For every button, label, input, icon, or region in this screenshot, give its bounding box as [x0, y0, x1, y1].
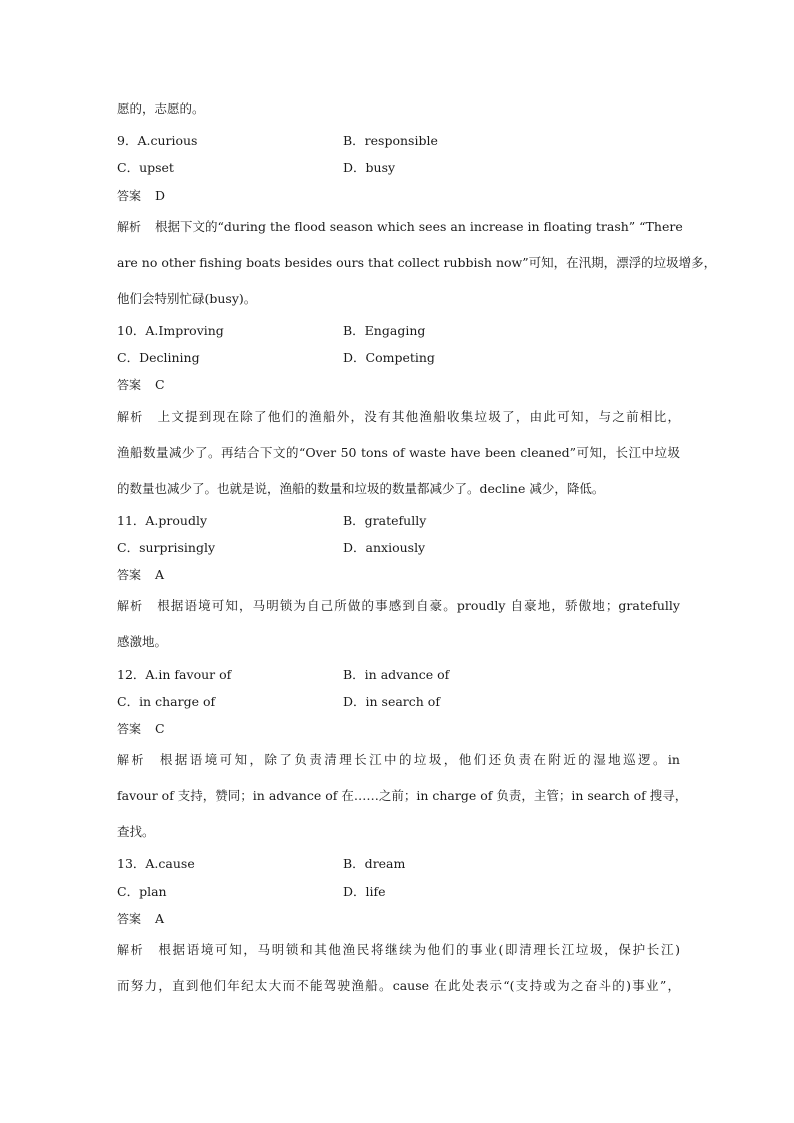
analysis-line	[117, 752, 680, 768]
option-c: C．Declining	[117, 350, 200, 365]
analysis-label: 解析	[117, 599, 144, 613]
option-d: D．anxiously	[343, 540, 426, 555]
analysis-text: 根据语境可知，马明锁和其他渔民将继续为他们的事业(即清理长江垃圾，保护长江)	[158, 942, 680, 957]
option-b: B．in advance of	[343, 667, 450, 682]
option-c: C．plan	[117, 884, 167, 899]
analysis-line	[117, 219, 683, 235]
option-c: C．surprisingly	[117, 540, 216, 555]
analysis-line	[117, 942, 680, 958]
analysis-line: 感激地。	[117, 634, 168, 649]
answer-label: 答案	[117, 722, 142, 736]
option-d: D．life	[343, 884, 386, 899]
analysis-text: 上文提到现在除了他们的渔船外，没有其他渔船收集垃圾了，由此可知，与之前相比，	[157, 409, 680, 424]
answer-line	[117, 377, 165, 393]
analysis-line	[117, 598, 680, 614]
analysis-label: 解析	[117, 943, 145, 957]
answer-label: 答案	[117, 912, 142, 926]
analysis-text: 根据下文的“during the flood season which sees an increase in floating trash” “There	[155, 219, 683, 234]
option-a: 13．A.cause	[117, 856, 195, 871]
analysis-text: 根据语境可知，马明锁为自己所做的事感到自豪。proudly 自豪地，骄傲地；gratefully	[157, 598, 680, 613]
analysis-text: 根据语境可知，除了负责清理长江中的垃圾，他们还负责在附近的湿地巡逻。in	[159, 752, 680, 767]
answer-label: 答案	[117, 568, 142, 582]
analysis-line: favour of 支持，赞同；in advance of 在……之前；in charge of 负责，主管；in search of 搜寻，	[117, 788, 688, 803]
option-b: B．dream	[343, 856, 406, 871]
option-a: 11．A.proudly	[117, 513, 208, 528]
analysis-line: 的数量也减少了。也就是说，渔船的数量和垃圾的数量都减少了。decline 减少，降低。	[117, 481, 605, 496]
option-b: B．Engaging	[343, 323, 426, 338]
answer-value: A	[155, 911, 165, 926]
answer-line	[117, 188, 165, 204]
answer-value: C	[155, 377, 165, 392]
analysis-line: 渔船数量减少了。再结合下文的“Over 50 tons of waste have been cleaned”可知，长江中垃圾	[117, 445, 680, 460]
analysis-line: 他们会特别忙碌(busy)。	[117, 291, 257, 306]
analysis-label: 解析	[117, 753, 146, 767]
option-d: D．Competing	[343, 350, 435, 365]
analysis-line: are no other fishing boats besides ours that collect rubbish now”可知，在汛期，漂浮的垃圾增多，	[117, 255, 717, 270]
analysis-line	[117, 409, 680, 425]
option-d: D．busy	[343, 160, 396, 175]
analysis-label: 解析	[117, 410, 144, 424]
option-c: C．upset	[117, 160, 174, 175]
answer-label: 答案	[117, 378, 142, 392]
answer-line	[117, 721, 165, 737]
option-c: C．in charge of	[117, 694, 216, 709]
option-b: B．gratefully	[343, 513, 427, 528]
answer-value: D	[155, 188, 166, 203]
option-d: D．in search of	[343, 694, 440, 709]
answer-value: A	[155, 567, 165, 582]
analysis-line: 查找。	[117, 824, 155, 839]
analysis-label: 解析	[117, 220, 142, 234]
option-a: 12．A.in favour of	[117, 667, 232, 682]
option-a: 10．A.Improving	[117, 323, 224, 338]
answer-line	[117, 567, 164, 583]
analysis-line: 而努力，直到他们年纪太大而不能驾驶渔船。cause 在此处表示“(支持或为之奋斗的)事业”，	[117, 978, 680, 993]
intro-line: 愿的，志愿的。	[117, 101, 205, 116]
answer-value: C	[155, 721, 165, 736]
option-b: B．responsible	[343, 133, 438, 148]
answer-line	[117, 911, 164, 927]
option-a: 9．A.curious	[117, 133, 198, 148]
answer-label: 答案	[117, 189, 142, 203]
